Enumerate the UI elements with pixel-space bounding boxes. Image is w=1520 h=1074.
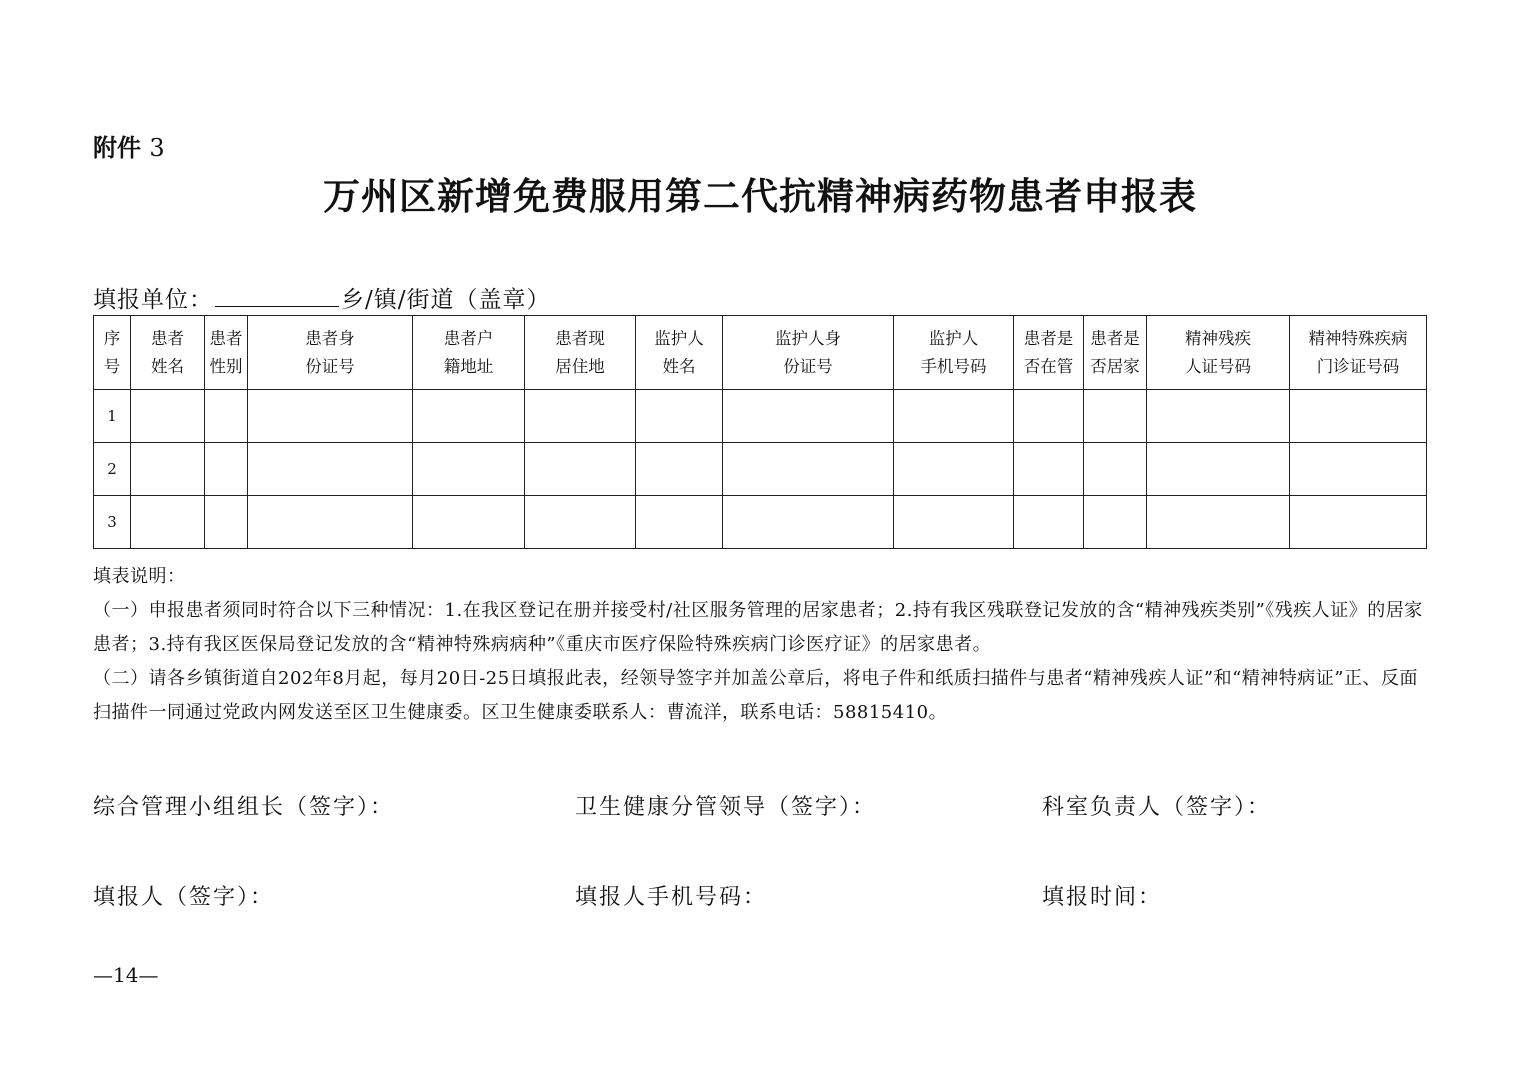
table-row <box>94 443 1427 496</box>
filler-phone-field[interactable]: 填报人手机号码： <box>575 885 768 910</box>
table-cell[interactable] <box>525 443 636 496</box>
instruction-paragraph: （一）申报患者须同时符合以下三种情况：1.在我区登记在册并接受村/社区服务管理的居家患者；2.持有我区残联登记发放的含“精神残疾类别”《残疾人证》的居家患者；3.持有我区医保局登记发放的含“精神特殊病病种”《重庆市医疗保险特殊疾病门诊医疗证》的居家患者。 <box>93 600 1423 655</box>
table-cell[interactable] <box>1084 390 1147 443</box>
table-cell[interactable] <box>1290 496 1427 549</box>
row-number: 1 <box>94 390 131 443</box>
table-cell[interactable] <box>131 443 205 496</box>
table-cell[interactable] <box>1014 390 1084 443</box>
table-cell[interactable] <box>894 443 1014 496</box>
attachment-label: 附件 3 <box>93 133 165 162</box>
table-cell[interactable] <box>205 496 248 549</box>
col-header-current-residence: 患者现 居住地 <box>525 316 636 390</box>
table-cell[interactable] <box>723 390 894 443</box>
table-cell[interactable] <box>1147 390 1290 443</box>
table-cell[interactable] <box>131 496 205 549</box>
table-cell[interactable] <box>525 496 636 549</box>
table-cell[interactable] <box>248 443 413 496</box>
table-cell[interactable] <box>413 443 525 496</box>
table-cell[interactable] <box>1290 390 1427 443</box>
row-number: 3 <box>94 496 131 549</box>
table-header-row <box>94 316 1427 390</box>
col-header-disability-cert: 精神残疾 人证号码 <box>1147 316 1290 390</box>
col-header-guardian-phone: 监护人 手机号码 <box>894 316 1014 390</box>
table-cell[interactable] <box>636 496 723 549</box>
table-cell[interactable] <box>1084 443 1147 496</box>
col-header-patient-id: 患者身 份证号 <box>248 316 413 390</box>
col-header-guardian-name: 监护人 姓名 <box>636 316 723 390</box>
table-cell[interactable] <box>131 390 205 443</box>
table-cell[interactable] <box>1147 443 1290 496</box>
table-cell[interactable] <box>413 390 525 443</box>
col-header-patient-gender: 患者 性别 <box>205 316 248 390</box>
table-cell[interactable] <box>205 443 248 496</box>
unit-prefix: 填报单位： <box>93 287 213 313</box>
section-head-signature[interactable]: 科室负责人（签字）： <box>1042 795 1272 820</box>
table-cell[interactable] <box>205 390 248 443</box>
fill-instructions <box>93 560 1433 730</box>
table-cell[interactable] <box>1084 496 1147 549</box>
col-header-guardian-id: 监护人身 份证号 <box>723 316 894 390</box>
table-cell[interactable] <box>1014 496 1084 549</box>
group-leader-signature[interactable]: 综合管理小组组长（签字）： <box>93 795 395 820</box>
row-number: 2 <box>94 443 131 496</box>
table-cell[interactable] <box>894 390 1014 443</box>
table-row <box>94 496 1427 549</box>
col-header-under-management: 患者是 否在管 <box>1014 316 1084 390</box>
page-number: —14— <box>93 963 159 987</box>
table-cell[interactable] <box>894 496 1014 549</box>
instructions-heading: 填表说明： <box>93 566 186 587</box>
table-cell[interactable] <box>525 390 636 443</box>
col-header-seq: 序 号 <box>94 316 131 390</box>
col-header-home-based: 患者是 否居家 <box>1084 316 1147 390</box>
report-table <box>93 315 1427 549</box>
table-cell[interactable] <box>248 496 413 549</box>
table-cell[interactable] <box>723 443 894 496</box>
table-cell[interactable] <box>1147 496 1290 549</box>
table-cell[interactable] <box>1014 443 1084 496</box>
instruction-paragraph: （二）请各乡镇街道自202年8月起，每月20日-25日填报此表，经领导签字并加盖公章后，将电子件和纸质扫描件与患者“精神残疾人证”和“精神特病证”正、反面扫描件一同通过党政内网发送至区卫生健康委。区卫生健康委联系人：曹流洋，联系电话：58815410。 <box>93 668 1419 723</box>
fill-time-field[interactable]: 填报时间： <box>1042 885 1163 910</box>
filler-signature[interactable]: 填报人（签字）： <box>93 885 275 910</box>
page-title: 万州区新增免费服用第二代抗精神病药物患者申报表 <box>323 174 1197 218</box>
table-cell[interactable] <box>413 496 525 549</box>
unit-blank-field[interactable] <box>215 284 339 307</box>
unit-suffix: 乡/镇/街道（盖章） <box>341 287 551 313</box>
table-cell[interactable] <box>248 390 413 443</box>
col-header-special-disease-cert: 精神特殊疾病 门诊证号码 <box>1290 316 1427 390</box>
table-cell[interactable] <box>1290 443 1427 496</box>
health-leader-signature[interactable]: 卫生健康分管领导（签字）： <box>575 795 877 820</box>
table-row <box>94 390 1427 443</box>
table-cell[interactable] <box>636 390 723 443</box>
reporting-unit-line <box>93 281 551 314</box>
col-header-household-address: 患者户 籍地址 <box>413 316 525 390</box>
table-cell[interactable] <box>723 496 894 549</box>
col-header-patient-name: 患者 姓名 <box>131 316 205 390</box>
table-cell[interactable] <box>636 443 723 496</box>
